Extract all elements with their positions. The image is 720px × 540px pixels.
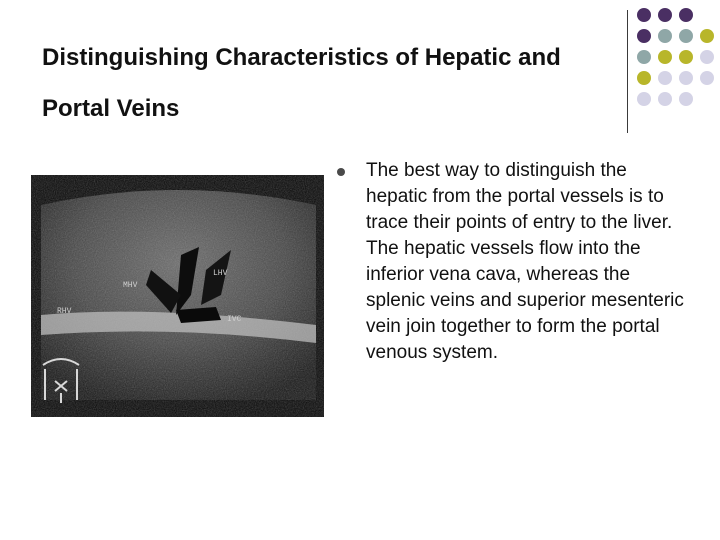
decorative-dot	[637, 71, 651, 85]
slide-title: Distinguishing Characteristics of Hepatic and Portal Veins	[42, 44, 561, 122]
decorative-dot	[679, 8, 693, 22]
decorative-dot-grid	[637, 8, 720, 120]
decorative-dot	[700, 71, 714, 85]
decorative-dot	[658, 50, 672, 64]
ultrasound-label-rhv: RHV	[57, 307, 72, 316]
decorative-dot	[679, 50, 693, 64]
decorative-dot	[700, 50, 714, 64]
decorative-dot	[637, 50, 651, 64]
decorative-dot	[658, 8, 672, 22]
ultrasound-label-ivc: IVC	[227, 315, 242, 324]
decorative-dot	[658, 92, 672, 106]
decorative-divider-line	[627, 10, 628, 133]
ultrasound-image	[31, 175, 324, 417]
decorative-dot	[658, 71, 672, 85]
ultrasound-label-mhv: MHV	[123, 281, 138, 290]
decorative-dot	[637, 8, 651, 22]
ultrasound-label-lhv: LHV	[213, 269, 228, 278]
bullet-text: The best way to distinguish the hepatic from the portal vessels is to trace their points of entry to the liver. The hepatic vessels flow into the inferior vena cava, whereas the splenic veins and superior mesenteric vein join together to form the portal venous system.	[366, 160, 684, 363]
decorative-dot	[637, 29, 651, 43]
decorative-dot	[700, 29, 714, 43]
decorative-dot	[679, 92, 693, 106]
decorative-dot	[679, 71, 693, 85]
decorative-dot	[637, 92, 651, 106]
decorative-dot	[658, 29, 672, 43]
decorative-dot	[679, 29, 693, 43]
bullet-marker	[337, 168, 345, 176]
